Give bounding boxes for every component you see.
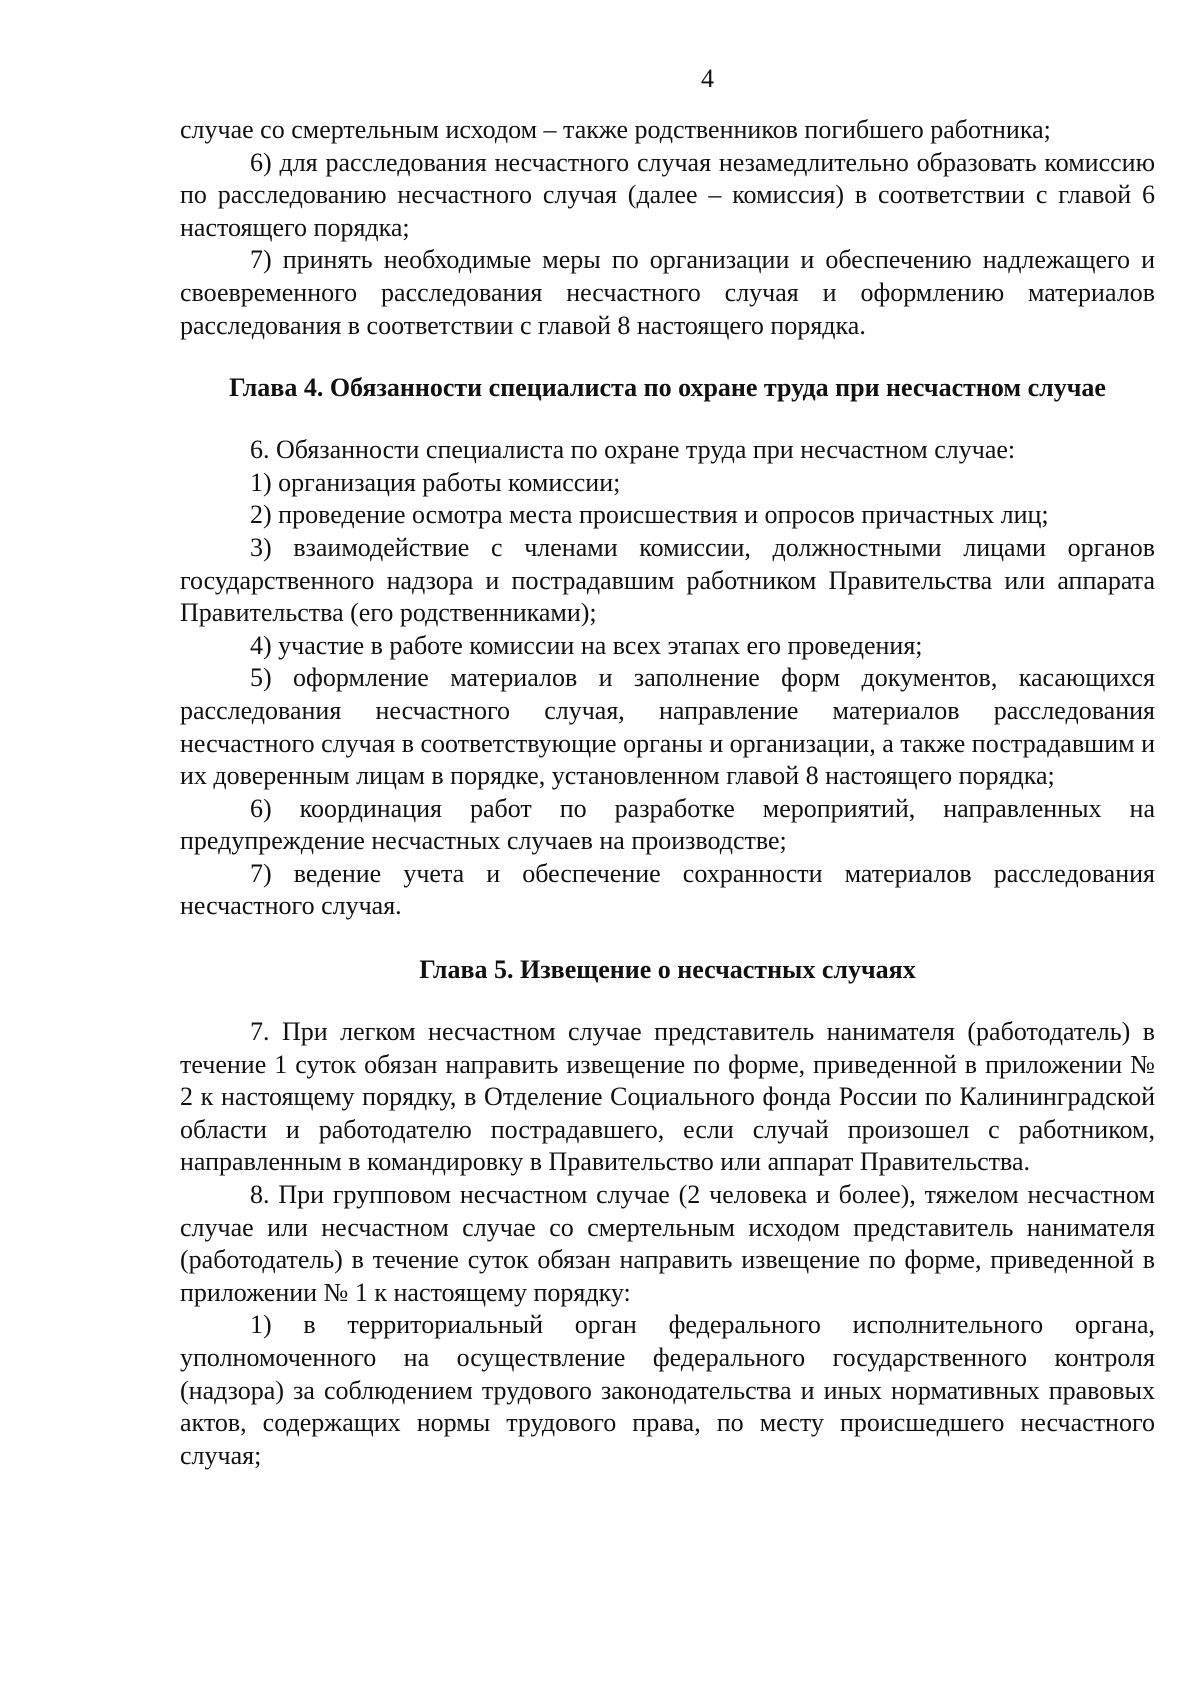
- paragraph-clause-8: 8. При групповом несчастном случае (2 человека и более), тяжелом несчастном случае или несчастном случае со смертельным исходом представитель нанимателя (работодатель) в течение суток обязан направить извещение по форме, приведенной в приложении № 1 к настоящему порядку:: [180, 1180, 1155, 1307]
- page-number: 4: [701, 64, 714, 93]
- paragraph-duty-4: 4) участие в работе комиссии на всех этапах его проведения;: [250, 630, 923, 660]
- paragraph-item-6: 6) для расследования несчастного случая незамедлительно образовать комиссию по расследованию несчастного случая (далее – комиссия) в соответствии с главой 6 настоящего порядка;: [180, 147, 1155, 242]
- paragraph-item-7: 7) принять необходимые меры по организации и обеспечению надлежащего и своевременного расследования несчастного случая и оформлению материалов расследования в соответствии с главой 8 настоящего порядка.: [180, 245, 1155, 340]
- paragraph-duty-1: 1) организация работы комиссии;: [250, 467, 621, 497]
- document-page: [180, 64, 1155, 1472]
- paragraph-clause-7: 7. При легком несчастном случае представитель нанимателя (работодатель) в течение 1 суток обязан направить извещение по форме, приведенной в приложении № 2 к настоящему порядку, в Отделение Социального фонда России по Калининградской области и работодателю пострадавшего, если случай произошел с работником, направленным в командировку в Правительство или аппарат Правительства.: [180, 1017, 1155, 1177]
- chapter-5-heading: Глава 5. Извещение о несчастных случаях: [419, 955, 916, 985]
- paragraph-duty-3: 3) взаимодействие с членами комиссии, должностными лицами органов государственного надзора и пострадавшим работником Правительства или аппарата Правительства (его родственниками);: [180, 532, 1155, 628]
- paragraph-duty-7: 7) ведение учета и обеспечение сохранности материалов расследования несчастного случая.: [180, 858, 1155, 921]
- paragraph-duty-5: 5) оформление материалов и заполнение форм документов, касающихся расследования несчастного случая, направление материалов расследования несчастного случая в соответствующие органы и организации, а также пострадавшим и их доверенным лицам в порядке, установленном главой 8 настоящего порядка;: [180, 663, 1155, 791]
- paragraph-clause-6: 6. Обязанности специалиста по охране труда при несчастном случае:: [250, 435, 1016, 465]
- paragraph-continuation: случае со смертельным исходом – также родственников погибшего работника;: [180, 115, 1051, 144]
- paragraph-duty-6: 6) координация работ по разработке мероприятий, направленных на предупреждение несчастных случаев на производстве;: [180, 793, 1155, 856]
- paragraph-recipient-1: 1) в территориальный орган федерального исполнительного органа, уполномоченного на осуществление федерального государственного контроля (надзора) за соблюдением трудового законодательства и иных нормативных правовых актов, содержащих нормы трудового права, по месту происшедшего несчастного случая;: [180, 1310, 1155, 1470]
- chapter-4-heading: Глава 4. Обязанности специалиста по охране труда при несчастном случае: [229, 373, 1106, 403]
- paragraph-duty-2: 2) проведение осмотра места происшествия и опросов причастных лиц;: [250, 500, 1049, 530]
